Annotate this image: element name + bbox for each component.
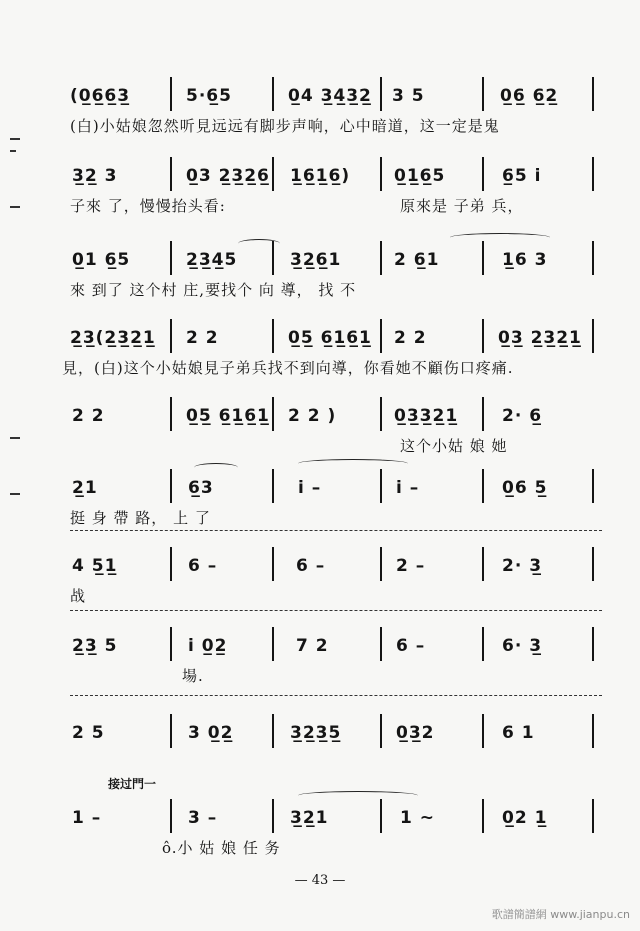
phrase-line <box>70 610 602 611</box>
page-number: — 43 — <box>294 873 346 888</box>
bar-line <box>482 241 484 275</box>
lyric-line: 場. <box>182 667 204 685</box>
bar-line <box>482 397 484 431</box>
measure: 2 2 <box>186 328 219 348</box>
measure: 3̲2̲1 <box>290 808 329 828</box>
measure: 2 2 <box>394 328 427 348</box>
bar-line <box>592 799 594 833</box>
bar-line <box>592 157 594 191</box>
measure: i – <box>396 478 420 498</box>
measure: 0̲5̲ 6̲1̲6̲1̲ <box>186 406 270 426</box>
phrase-line <box>70 695 602 696</box>
lyric-line: 來 到了 这个村 庄,要找个 向 導， 找 不 <box>70 281 357 299</box>
measure: i – <box>298 478 322 498</box>
margin-mark <box>10 493 20 495</box>
bar-line <box>380 627 382 661</box>
margin-mark <box>10 206 20 208</box>
margin-mark <box>10 138 20 140</box>
lyric-line: 子來 了，慢慢抬头看: <box>70 197 226 215</box>
bar-line <box>170 627 172 661</box>
bar-line <box>482 627 484 661</box>
bar-line <box>170 241 172 275</box>
lyric-line: 战 <box>70 587 87 605</box>
bar-line <box>380 241 382 275</box>
measure: 0̲2 1̲ <box>502 808 548 828</box>
measure: 0̲3 2̲3̲2̲6̲ <box>186 166 270 186</box>
bar-line <box>272 157 274 191</box>
bar-line <box>482 547 484 581</box>
annotation: 接过門一 <box>108 777 157 791</box>
measure: 6̲3 <box>188 478 214 498</box>
bar-line <box>272 547 274 581</box>
measure: 0̲3̲3̲2̲1̲ <box>394 406 459 426</box>
lyric-line: 見，(白)这个小姑娘見子弟兵找不到向導，你看她不顧伤口疼痛. <box>62 359 514 377</box>
measure: 1̲6̲1̲6̲) <box>290 166 351 186</box>
margin-mark <box>10 150 16 152</box>
measure: 2 6̲1 <box>394 250 440 270</box>
bar-line <box>170 547 172 581</box>
bar-line <box>380 77 382 111</box>
slur <box>298 791 418 800</box>
measure: 6̲5 i <box>502 166 542 186</box>
measure: 0̲3̲ 2̲3̲2̲1̲ <box>498 328 582 348</box>
measure: 1̲6 3 <box>502 250 548 270</box>
bar-line <box>170 799 172 833</box>
measure: 0̲4 3̲4̲3̲2̲ <box>288 86 372 106</box>
bar-line <box>170 714 172 748</box>
bar-line <box>272 241 274 275</box>
measure: 2̲3̲4̲5 <box>186 250 238 270</box>
bar-line <box>272 397 274 431</box>
measure: 2 – <box>396 556 426 576</box>
bar-line <box>482 469 484 503</box>
measure: 3 – <box>188 808 218 828</box>
bar-line <box>592 241 594 275</box>
measure: 7 2 <box>296 636 329 656</box>
measure: 0̲5̲ 6̲1̲6̲1̲ <box>288 328 372 348</box>
measure: 2̲3̲(2̲3̲2̲1̲ <box>70 328 156 348</box>
bar-line <box>380 714 382 748</box>
measure: i 0̲2̲ <box>188 636 228 656</box>
measure: 0̲6 5̲ <box>502 478 548 498</box>
bar-line <box>592 469 594 503</box>
bar-line <box>380 397 382 431</box>
lyric-line: 原來是 子弟 兵， <box>400 197 524 215</box>
measure: 3 0̲2̲ <box>188 723 234 743</box>
bar-line <box>592 627 594 661</box>
bar-line <box>380 319 382 353</box>
bar-line <box>592 319 594 353</box>
bar-line <box>380 469 382 503</box>
slur <box>450 233 550 242</box>
measure: 3̲2̲3̲5̲ <box>290 723 342 743</box>
lyric-line: (白)小姑娘忽然听見远远有脚步声响，心中暗道，这一定是鬼 <box>70 117 500 135</box>
measure: 6 – <box>396 636 426 656</box>
measure: 2̲3̲ 5 <box>72 636 118 656</box>
slur <box>194 463 238 472</box>
bar-line <box>380 799 382 833</box>
bar-line <box>482 319 484 353</box>
bar-line <box>380 157 382 191</box>
bar-line <box>482 714 484 748</box>
measure: 0̲3̲2 <box>396 723 435 743</box>
bar-line <box>592 714 594 748</box>
measure: 3̲2̲ 3 <box>72 166 118 186</box>
measure: 0̲6̲ 6̲2̲ <box>500 86 559 106</box>
bar-line <box>482 157 484 191</box>
measure: 3̲2̲6̲1 <box>290 250 342 270</box>
measure: (0̲6̲6̲3̲ <box>70 86 131 106</box>
measure: 2· 3̲ <box>502 556 543 576</box>
measure: 1 – <box>72 808 102 828</box>
bar-line <box>272 469 274 503</box>
measure: 3 5 <box>392 86 425 106</box>
bar-line <box>170 157 172 191</box>
bar-line <box>380 547 382 581</box>
measure: 6 1 <box>502 723 535 743</box>
lyric-line: 这个小姑 娘 她 <box>400 437 508 455</box>
measure: 2· 6̲ <box>502 406 543 426</box>
bar-line <box>272 627 274 661</box>
bar-line <box>592 77 594 111</box>
margin-mark <box>10 437 20 439</box>
measure: 4 5̲1̲ <box>72 556 118 576</box>
measure: 6· 3̲ <box>502 636 543 656</box>
slur <box>298 459 408 468</box>
bar-line <box>170 319 172 353</box>
bar-line <box>272 319 274 353</box>
measure: 0̲1 6̲5 <box>72 250 131 270</box>
bar-line <box>482 799 484 833</box>
watermark: 歌譜簡譜網 www.jianpu.cn <box>491 908 630 921</box>
bar-line <box>592 547 594 581</box>
bar-line <box>272 77 274 111</box>
bar-line <box>272 714 274 748</box>
lyric-line: 挺 身 帶 路， 上 了 <box>70 509 211 527</box>
measure: 0̲1̲6̲5 <box>394 166 446 186</box>
lyric-line: ô.小 姑 娘 任 务 <box>162 839 281 857</box>
bar-line <box>272 799 274 833</box>
measure: 2̲1 <box>72 478 98 498</box>
phrase-line <box>70 530 602 531</box>
measure: 2 5 <box>72 723 105 743</box>
measure: 6 – <box>188 556 218 576</box>
measure: 2 2 ) <box>288 406 337 426</box>
bar-line <box>170 77 172 111</box>
bar-line <box>170 397 172 431</box>
bar-line <box>170 469 172 503</box>
measure: 1 ~ <box>400 808 435 828</box>
bar-line <box>482 77 484 111</box>
measure: 5·6̲5 <box>186 86 232 106</box>
measure: 2 2 <box>72 406 105 426</box>
measure: 6 – <box>296 556 326 576</box>
